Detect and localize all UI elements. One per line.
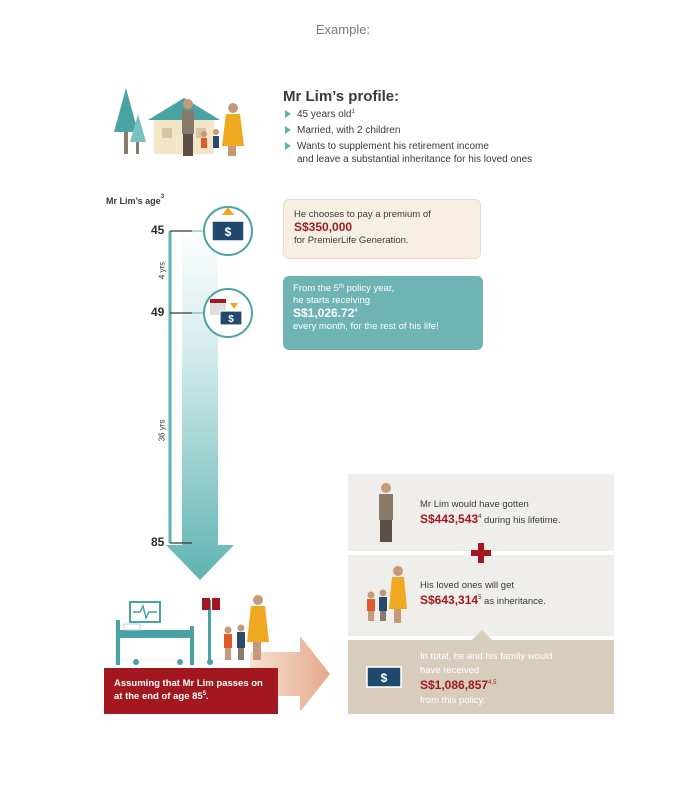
profile-bullet-married: [285, 124, 400, 137]
profile-title: Mr Lim’s profile:: [283, 88, 400, 105]
family-icon: [364, 565, 408, 627]
inheritance-line2: [420, 593, 546, 609]
bullet-text: Married, with 2 children: [297, 125, 401, 136]
span-36-years: 36 yrs: [157, 419, 167, 442]
total-amount: S$1,086,857: [420, 678, 489, 692]
total-panel: [348, 640, 614, 714]
lifetime-text: [420, 498, 561, 528]
assumption-line2-text: at the end of age 85: [114, 691, 203, 702]
svg-text:$: $: [228, 314, 234, 325]
footnote-mark: 3: [160, 194, 165, 200]
total-line2: have received: [420, 665, 480, 676]
profile-bullet-goal-continued: and leave a substantial inheritance for his loved ones: [297, 154, 533, 165]
assumption-callout: [104, 668, 278, 714]
age-45: 45: [151, 223, 165, 237]
inheritance-amount: S$643,314: [420, 593, 479, 607]
inheritance-text: [420, 579, 546, 609]
age-label-text: Mr Lim’s age: [106, 196, 161, 206]
lifetime-line1: Mr Lim would have gotten: [420, 499, 529, 510]
income-line4: every month, for the rest of his life!: [293, 321, 439, 332]
hospital-bed-icon: [116, 598, 220, 665]
footnote-mark: 4: [478, 514, 482, 520]
bullet-icon: [285, 142, 291, 150]
assumption-line2: [114, 690, 268, 703]
premium-callout: [283, 199, 481, 259]
age-49: 49: [151, 305, 165, 319]
inheritance-line1: His loved ones will get: [420, 580, 514, 591]
bullet-icon: [285, 110, 291, 118]
tree-icon: [114, 88, 146, 154]
total-amount-row: [420, 678, 553, 694]
income-line1-a: From the 5: [293, 283, 339, 294]
premium-line1: He chooses to pay a premium of: [294, 209, 431, 220]
bullet-icon: [285, 126, 291, 134]
footnote-mark: 4: [354, 308, 358, 314]
inheritance-suffix: as inheritance.: [481, 596, 546, 607]
premium-line3: for PremierLife Generation.: [294, 235, 409, 246]
money-icon: [366, 666, 402, 688]
calendar-money-icon: [204, 289, 252, 337]
assumption-period: .: [206, 691, 209, 702]
inheritance-panel: [348, 555, 614, 636]
family-icon: [224, 595, 269, 660]
ordinal-mark: th: [338, 284, 344, 290]
money-icon: [204, 207, 252, 255]
footnote-mark: 5: [478, 595, 482, 601]
plus-icon: [471, 543, 491, 563]
house-family-illustration: [108, 84, 248, 164]
man-icon: [374, 482, 398, 544]
lifetime-amount: S$443,543: [420, 512, 479, 526]
income-line2: he starts receiving: [293, 295, 371, 306]
footnote-mark: 4,5: [488, 680, 497, 686]
age-85: 85: [151, 535, 165, 549]
svg-text:$: $: [380, 671, 388, 685]
income-line1: [293, 283, 473, 295]
premium-amount: S$350,000: [294, 220, 353, 234]
income-amount: S$1,026.72: [293, 306, 355, 320]
total-line4: from this policy.: [420, 695, 486, 706]
total-text: [420, 650, 553, 708]
total-line1: In total, he and his family would: [420, 651, 553, 662]
income-callout: [283, 276, 483, 350]
timeline-arrow: [166, 227, 234, 580]
profile-bullet-age: [285, 108, 355, 121]
lifetime-suffix: during his lifetime.: [481, 515, 561, 526]
lifetime-line2: [420, 512, 561, 528]
income-amount-row: [293, 307, 473, 321]
footnote-mark: 5: [202, 691, 207, 697]
lifetime-panel: [348, 474, 614, 551]
income-line1-b: policy year,: [343, 283, 395, 294]
bullet-text: 45 years old: [297, 109, 352, 120]
footnote-mark: 1: [351, 109, 355, 115]
example-heading: Example:: [315, 22, 371, 37]
span-4-years: 4 yrs: [157, 261, 167, 280]
bullet-text: Wants to supplement his retirement income: [297, 141, 489, 152]
svg-text:$: $: [224, 225, 232, 239]
assumption-line1: Assuming that Mr Lim passes on: [114, 678, 263, 689]
profile-bullet-goal: [285, 140, 489, 153]
